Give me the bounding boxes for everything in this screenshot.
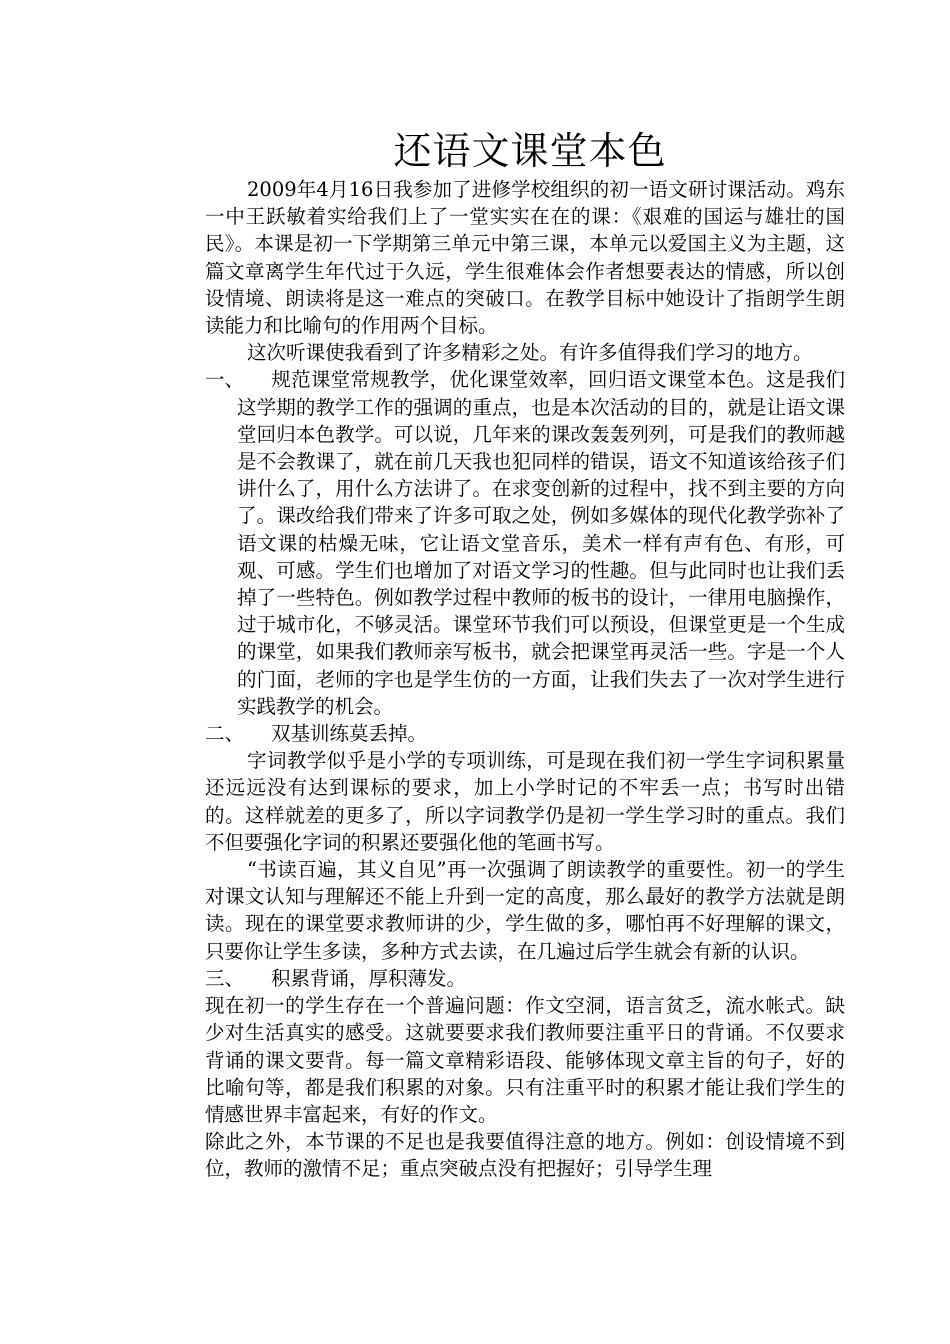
section-3-heading-text: 积累背诵，厚积薄发。 — [271, 966, 467, 990]
document-page — [205, 126, 845, 1183]
section-3-heading — [205, 965, 845, 992]
section-1 — [205, 366, 845, 720]
section-1-text: 规范课堂常规教学，优化课堂效率，回归语文课堂本色。这是我们这学期的教学工作的强调的重点，也是本次活动的目的，就是让语文课堂回归本色教学。可以说，几年来的课改轰轰列列，可是我们的教师越是不会教课了，就在前几天我也犯同样的错误，语文不知道该给孩子们讲什么了，用什么方法讲了。在求变创新的过程中，找不到主要的方向了。课改给我们带来了许多可取之处，例如多媒体的现代化教学弥补了语文课的枯燥无味，它让语文堂音乐，美术一样有声有色、有形，可观、可感。学生们也增加了对语文学习的性趣。但与此同时也让我们丢掉了一些特色。例如教学过程中教师的板书的设计，一律用电脑操作，过于城市化，不够灵活。课堂环节我们可以预设，但课堂更是一个生成的课堂，如果我们教师亲写板书，就会把课堂再灵活一些。字是一个人的门面，老师的字也是学生仿的一方面，让我们失去了一次对学生进行实践教学的机会。 — [237, 368, 845, 718]
intro-paragraph-1: 2009年4月16日我参加了进修学校组织的初一语文研讨课活动。鸡东一中王跃敏着实给我们上了一堂实实在在的课：《艰难的国运与雄壮的国民》。本课是初一下学期第三单元中第三课，本单元以爱国主义为主题，这篇文章离学生年代过于久远，学生很难体会作者想要表达的情感，所以创设情境、朗读将是这一难点的突破口。在教学目标中她设计了指朗学生朗读能力和比喻句的作用两个目标。 — [205, 178, 845, 338]
document-title: 还语文课堂本色 — [393, 129, 667, 173]
section-2-paragraph-1: 字词教学似乎是小学的专项训练，可是现在我们初一学生字词积累量还远远没有达到课标的要求，加上小学时记的不牢丢一点；书写时出错的。这样就差的更多了，所以字词教学仍是初一学生学习时的重点。我们不但要强化字词的积累还要强化他的笔画书写。 — [205, 749, 845, 854]
section-1-number: 一、 — [205, 368, 245, 392]
section-2-heading-text: 双基训练莫丢掉。 — [271, 722, 428, 746]
section-2-paragraph-2: “书读百遍，其义自见”再一次强调了朗读教学的重要性。初一的学生对课文认知与理解还不能上升到一定的高度，那么最好的教学方法就是朗读。现在的课堂要求教师讲的少，学生做的多，哪怕再不好理解的课文，只要你让学生多读，多种方式去读，在几遍过后学生就会有新的认识。 — [205, 858, 845, 963]
section-3-number: 三、 — [205, 966, 245, 990]
section-1-body — [237, 366, 845, 720]
section-2-number: 二、 — [205, 722, 245, 746]
section-3-paragraph-2: 除此之外，本节课的不足也是我要值得注意的地方。例如：创设情境不到位，教师的激情不足；重点突破点没有把握好；引导学生理 — [205, 1130, 845, 1181]
intro-paragraph-2: 这次听课使我看到了许多精彩之处。有许多值得我们学习的地方。 — [247, 341, 813, 365]
section-2-heading — [205, 720, 845, 747]
section-3-paragraph-1: 现在初一的学生存在一个普遍问题：作文空洞，语言贫乏，流水帐式。缺少对生活真实的感受。这就要要求我们教师要注重平日的背诵。不仅要求背诵的课文要背。每一篇文章精彩语段、能够体现文章主旨的句子，好的比喻句等，都是我们积累的对象。只有注重平时的积累才能让我们学生的情感世界丰富起来，有好的作文。 — [205, 994, 845, 1126]
